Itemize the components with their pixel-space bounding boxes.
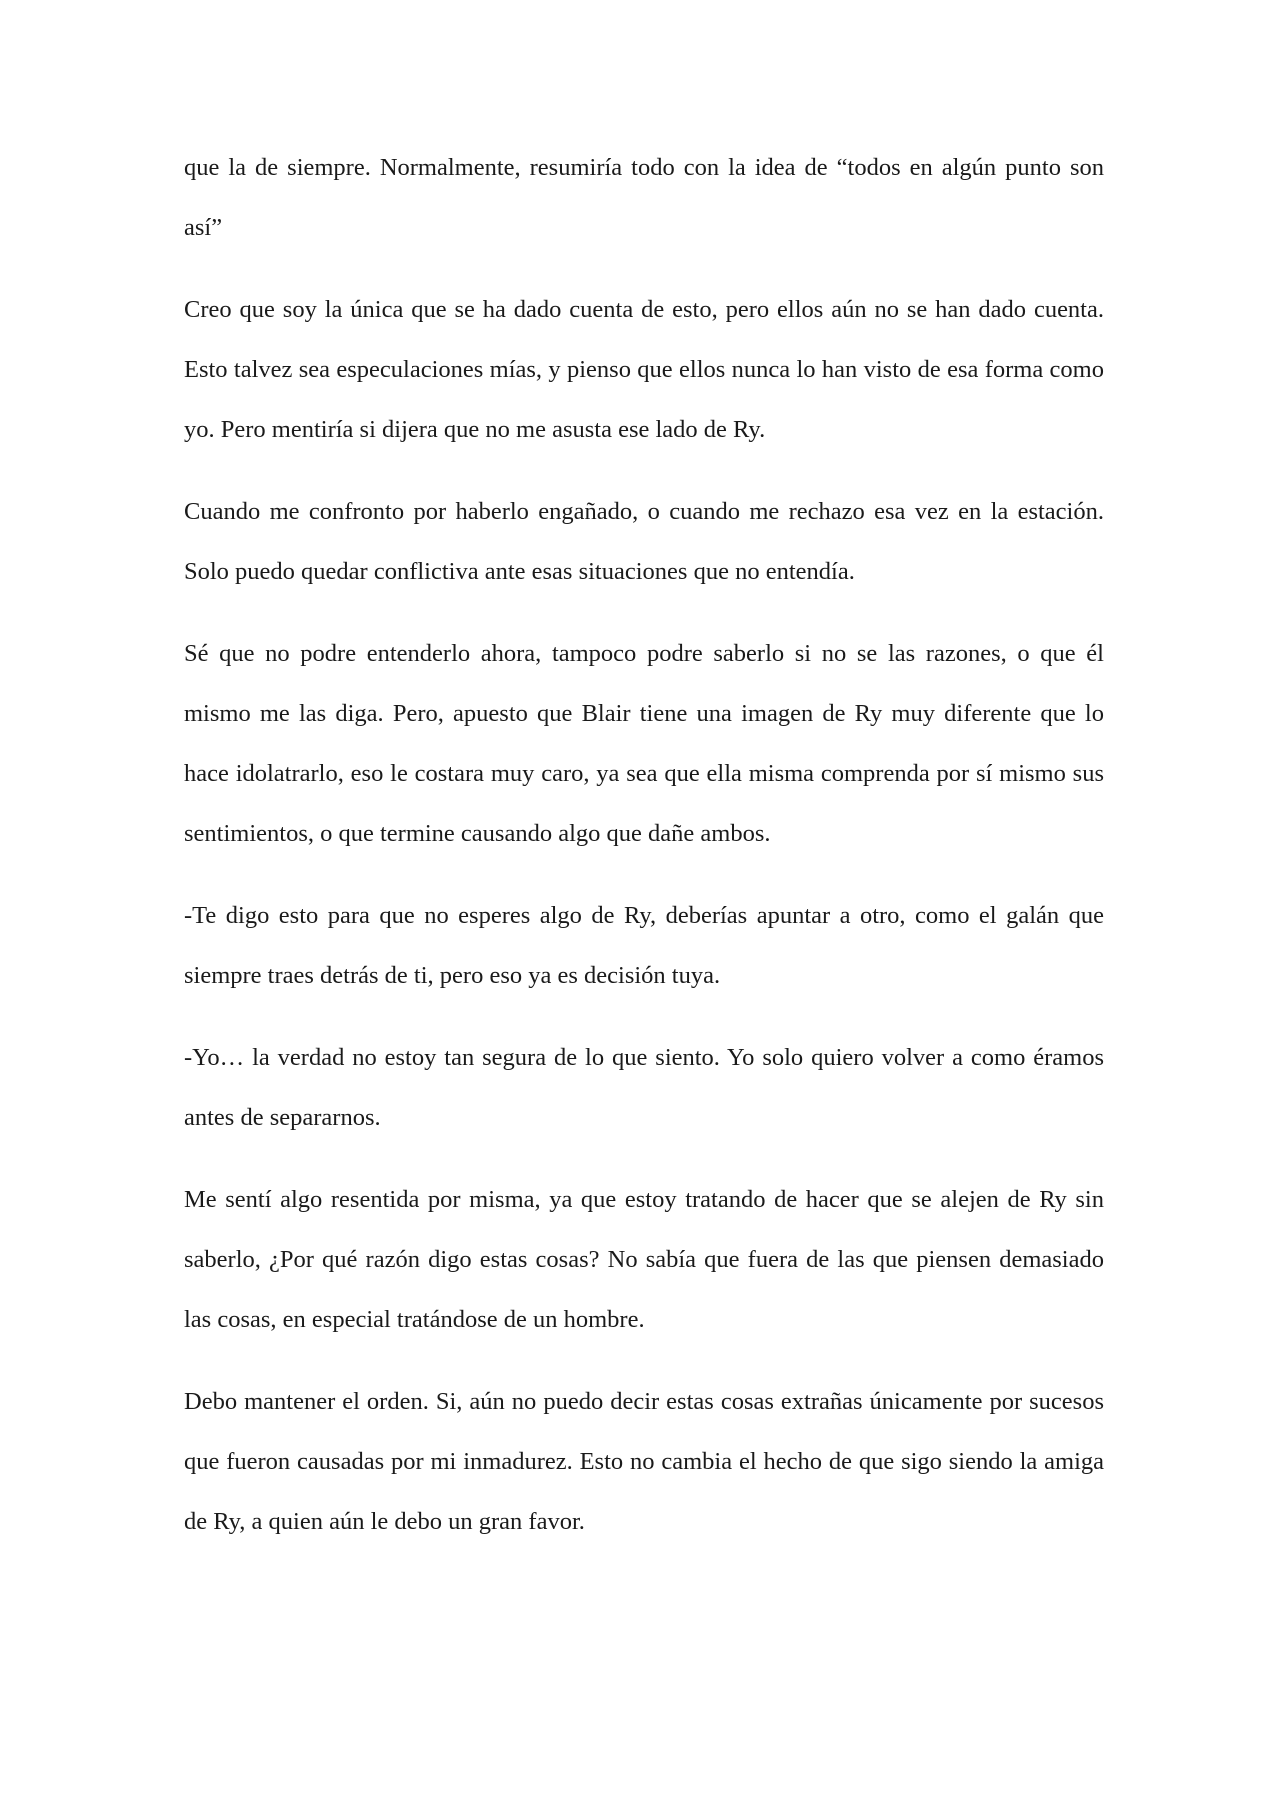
paragraph-5: -Te digo esto para que no esperes algo de Ry, deberías apuntar a otro, como el galán que siempre traes detrás de ti, pero eso ya es decisión tuya. — [184, 902, 1104, 989]
body-text — [184, 138, 1104, 1574]
paragraph-7: Me sentí algo resentida por misma, ya que estoy tratando de hacer que se alejen de Ry sin saberlo, ¿Por qué razón digo estas cosas? No sabía que fuera de las que piensen demasiado las cosas, en especial tratándose de un hombre. — [184, 1186, 1104, 1333]
paragraph-2: Creo que soy la única que se ha dado cuenta de esto, pero ellos aún no se han dado cuenta. Esto talvez sea especulaciones mías, y pienso que ellos nunca lo han visto de esa forma como yo. Pero mentiría si dijera que no me asusta ese lado de Ry. — [184, 296, 1104, 443]
paragraph-1: que la de siempre. Normalmente, resumiría todo con la idea de “todos en algún punto son así” — [184, 154, 1104, 241]
paragraph-3: Cuando me confronto por haberlo engañado, o cuando me rechazo esa vez en la estación. Solo puedo quedar conflictiva ante esas situaciones que no entendía. — [184, 498, 1104, 585]
paragraph-6: -Yo… la verdad no estoy tan segura de lo que siento. Yo solo quiero volver a como éramos antes de separarnos. — [184, 1044, 1104, 1131]
paragraph-4: Sé que no podre entenderlo ahora, tampoco podre saberlo si no se las razones, o que él mismo me las diga. Pero, apuesto que Blair tiene una imagen de Ry muy diferente que lo hace idolatrarlo, eso le costara muy caro, ya sea que ella misma comprenda por sí mismo sus sentimientos, o que termine causando algo que dañe ambos. — [184, 640, 1104, 847]
paragraph-8: Debo mantener el orden. Si, aún no puedo decir estas cosas extrañas únicamente por sucesos que fueron causadas por mi inmadurez. Esto no cambia el hecho de que sigo siendo la amiga de Ry, a quien aún le debo un gran favor. — [184, 1388, 1104, 1535]
